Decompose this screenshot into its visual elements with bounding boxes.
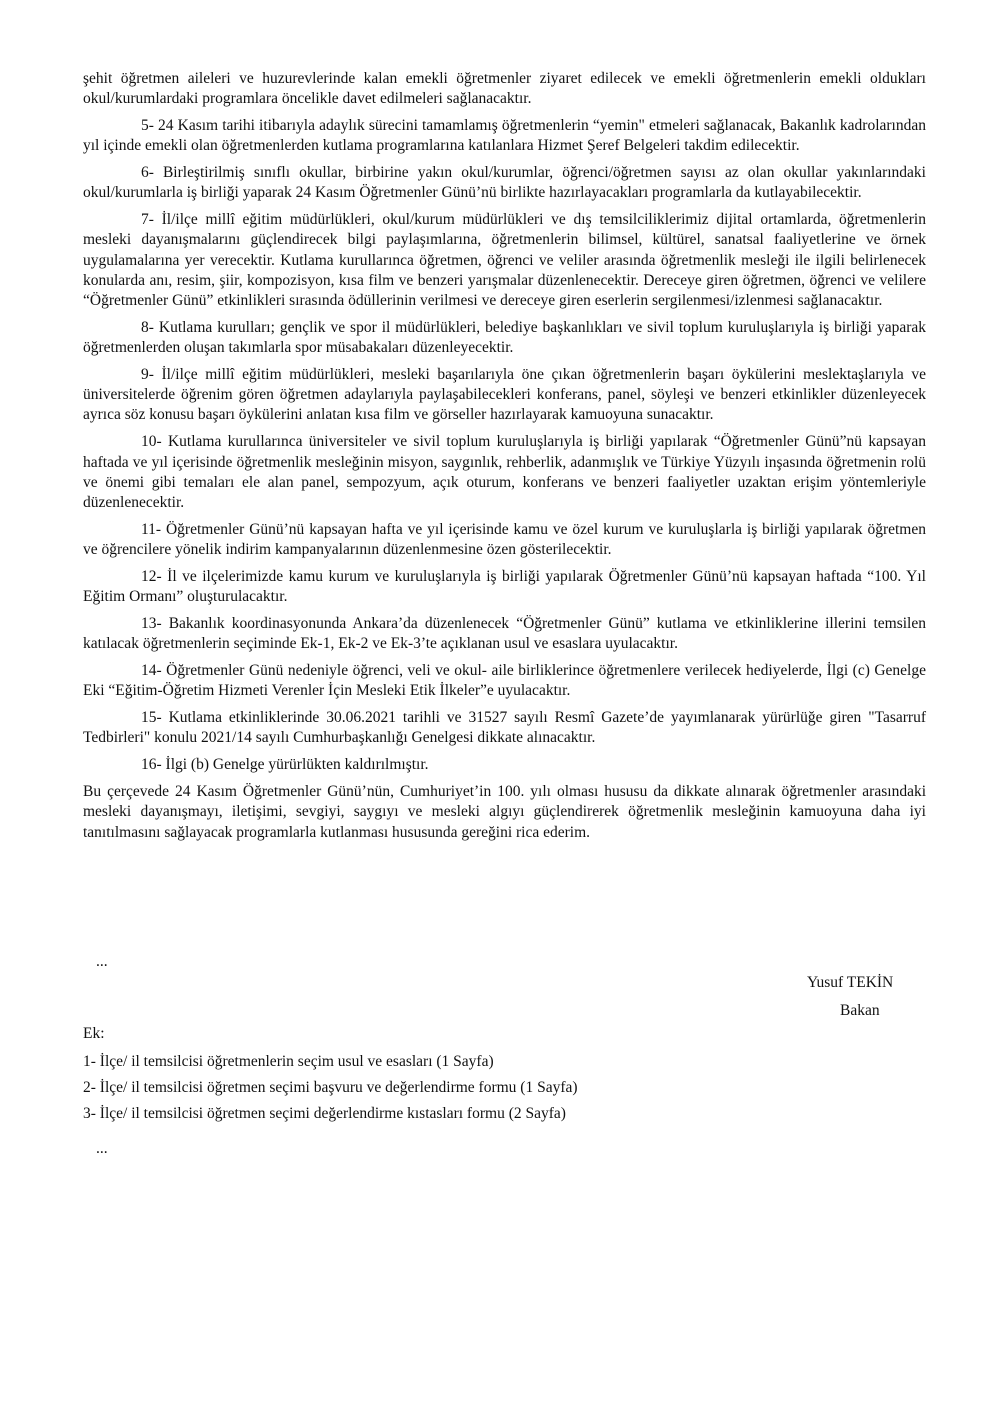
attachment-item: 2- İlçe/ il temsilcisi öğretmen seçimi başvuru ve değerlendirme formu (1 Sayfa): [83, 1079, 578, 1096]
closing-paragraph: Bu çerçevede 24 Kasım Öğretmenler Günü’nün, Cumhuriyet’in 100. yılı olması hususu da dikkate alınarak öğretmenler arasındaki mesleki dayanışmayı, iletişimi, sevgiyi, saygıyı ve mesleki algıyı güçlendirerek öğretmenlik mesleğinin kamuoyuna daha iyi tanıtılmasını sağlayacak programlarla kutlanması hususunda gereğini rica ederim.: [83, 783, 926, 841]
attachment-item: 3- İlçe/ il temsilcisi öğretmen seçimi değerlendirme kıstasları formu (2 Sayfa): [83, 1104, 566, 1122]
document-body: [83, 69, 926, 850]
paragraph-item-6: 6- Birleştirilmiş sınıflı okullar, birbirine yakın okul/kurumlar, öğrenci/öğretmen sayısı az olan okullar yakınlarındaki okul/kurumlarla iş birliği yaparak 24 Kasım Öğretmenler Günü’nü birlikte hazırlayacakları programlarla da kutlayabilecektir.: [83, 164, 926, 202]
attachments-label: Ek:: [83, 1025, 105, 1042]
paragraph-item-16: 16- İlgi (b) Genelge yürürlükten kaldırılmıştır.: [141, 756, 429, 774]
paragraph-item-10: 10- Kutlama kurullarınca üniversiteler ve sivil toplum kuruluşlarıyla iş birliği yapılarak “Öğretmenler Günü”nü kapsayan haftada ve yıl içerisinde öğretmenlik mesleğinin misyon, saygınlık, rehberlik, adanmışlık ve Türkiye Yüzyılı inşasında öğretmenin rolü ve önemi gibi temaları ele alan panel, sempozyum, açık oturum, konferans ve benzeri faaliyetler uzaktan erişim yöntemleriyle düzenlenecektir.: [83, 433, 926, 511]
attachments-list: [83, 1024, 783, 1130]
paragraph-item-5: 5- 24 Kasım tarihi itibarıyla adaylık sürecini tamamlamış öğretmenlerin “yemin" etmeleri sağlanacak, Bakanlık kadrolarından yıl içinde emekli olan öğretmenlerden kutlama programlarına katılanlara Hizmet Şeref Belgeleri takdim edilecektir.: [83, 117, 926, 155]
paragraph-item-9: 9- İl/ilçe millî eğitim müdürlükleri, mesleki başarılarıyla öne çıkan öğretmenlerin başarı öykülerini meslektaşlarıyla ve üniversitelerde öğrenim gören öğretmen adaylarıyla paylaşabilecekleri konferans, panel, söyleşi ve benzeri etkinlikler düzenleyecek ayrıca söz konusu başarı öykülerini anlatan kısa film ve görseller hazırlayarak kamuoyuna sunacaktır.: [83, 366, 926, 424]
paragraph-item-8: 8- Kutlama kurulları; gençlik ve spor il müdürlükleri, belediye başkanlıkları ve sivil toplum kuruluşlarıyla iş birliği yaparak öğretmenlerden oluşan takımlarla spor müsabakaları düzenleyecektir.: [83, 318, 926, 357]
attachment-item: 1- İlçe/ il temsilcisi öğretmenlerin seçim usul ve esasları (1 Sayfa): [83, 1053, 494, 1071]
paragraph-item-12: 12- İl ve ilçelerimizde kamu kurum ve kuruluşlarıyla iş birliği yapılarak Öğretmenler Günü’nü kapsayan haftada “100. Yıl Eğitim Ormanı” oluşturulacaktır.: [83, 567, 926, 606]
paragraph-item-15: 15- Kutlama etkinliklerinde 30.06.2021 tarihli ve 31527 sayılı Resmî Gazete’de yayımlanarak yürürlüğe giren "Tasarruf Tedbirleri" konulu 2021/14 sayılı Cumhurbaşkanlığı Genelgesi dikkate alınacaktır.: [83, 709, 926, 747]
paragraph-item-13: 13- Bakanlık koordinasyonunda Ankara’da düzenlenecek “Öğretmenler Günü” kutlama ve etkinliklerine illerini temsilen katılacak öğretmenlerin seçiminde Ek-1, Ek-2 ve Ek-3’te açıklanan usul ve esaslara uyulacaktır.: [83, 615, 926, 653]
paragraph-item-14: 14- Öğretmenler Günü nedeniyle öğrenci, veli ve okul- aile birliklerince öğretmenlere verilecek hediyelerde, İlgi (c) Genelge Eki “Eğitim-Öğretim Hizmeti Verenler İçin Mesleki Etik İlkeler”e uyulacaktır.: [83, 662, 926, 700]
paragraph-continuation: şehit öğretmen aileleri ve huzurevlerinde kalan emekli öğretmenler ziyaret edilecek ve emekli öğretmenlerin emekli oldukları okul/kurumlardaki programlara öncelikle davet edilmeleri sağlanacaktır.: [83, 70, 926, 108]
signatory-title: Bakan: [840, 1002, 880, 1019]
signatory-name: Yusuf TEKİN: [807, 974, 894, 991]
paragraph-item-11: 11- Öğretmenler Günü’nü kapsayan hafta ve yıl içerisinde kamu ve özel kurum ve kuruluşlarla iş birliği yapılarak öğretmen ve öğrencilere yönelik indirim kampanyalarının düzenlenmesine özen gösterilecektir.: [83, 520, 926, 559]
paragraph-item-7: 7- İl/ilçe millî eğitim müdürlükleri, okul/kurum müdürlükleri ve dış temsilciliklerimiz dijital ortamlarda, öğretmenlerin mesleki dayanışmalarını güçlendirecek bilgi paylaşımlarına, öğretmenlerin bilimsel, kültürel, sanatsal faaliyetlerine ve örnek uygulamalarına yer verecektir. Kutlama kurullarınca öğretmen, öğrenci ve veliler arasında öğretmenlik mesleği ile ilgili belirlenecek konularda anı, resim, şiir, kompozisyon, kısa film ve benzeri yarışmalar düzenlenecektir. Dereceye giren öğretmen, öğrenci ve velilere “Öğretmenler Günü” etkinlikleri sırasında ödüllerinin verilmesi ve dereceye giren eserlerin sergilenmesi/izlenmesi sağlanacaktır.: [83, 211, 926, 310]
ellipsis-bottom: ...: [96, 1140, 108, 1157]
ellipsis-top: ...: [96, 953, 108, 970]
